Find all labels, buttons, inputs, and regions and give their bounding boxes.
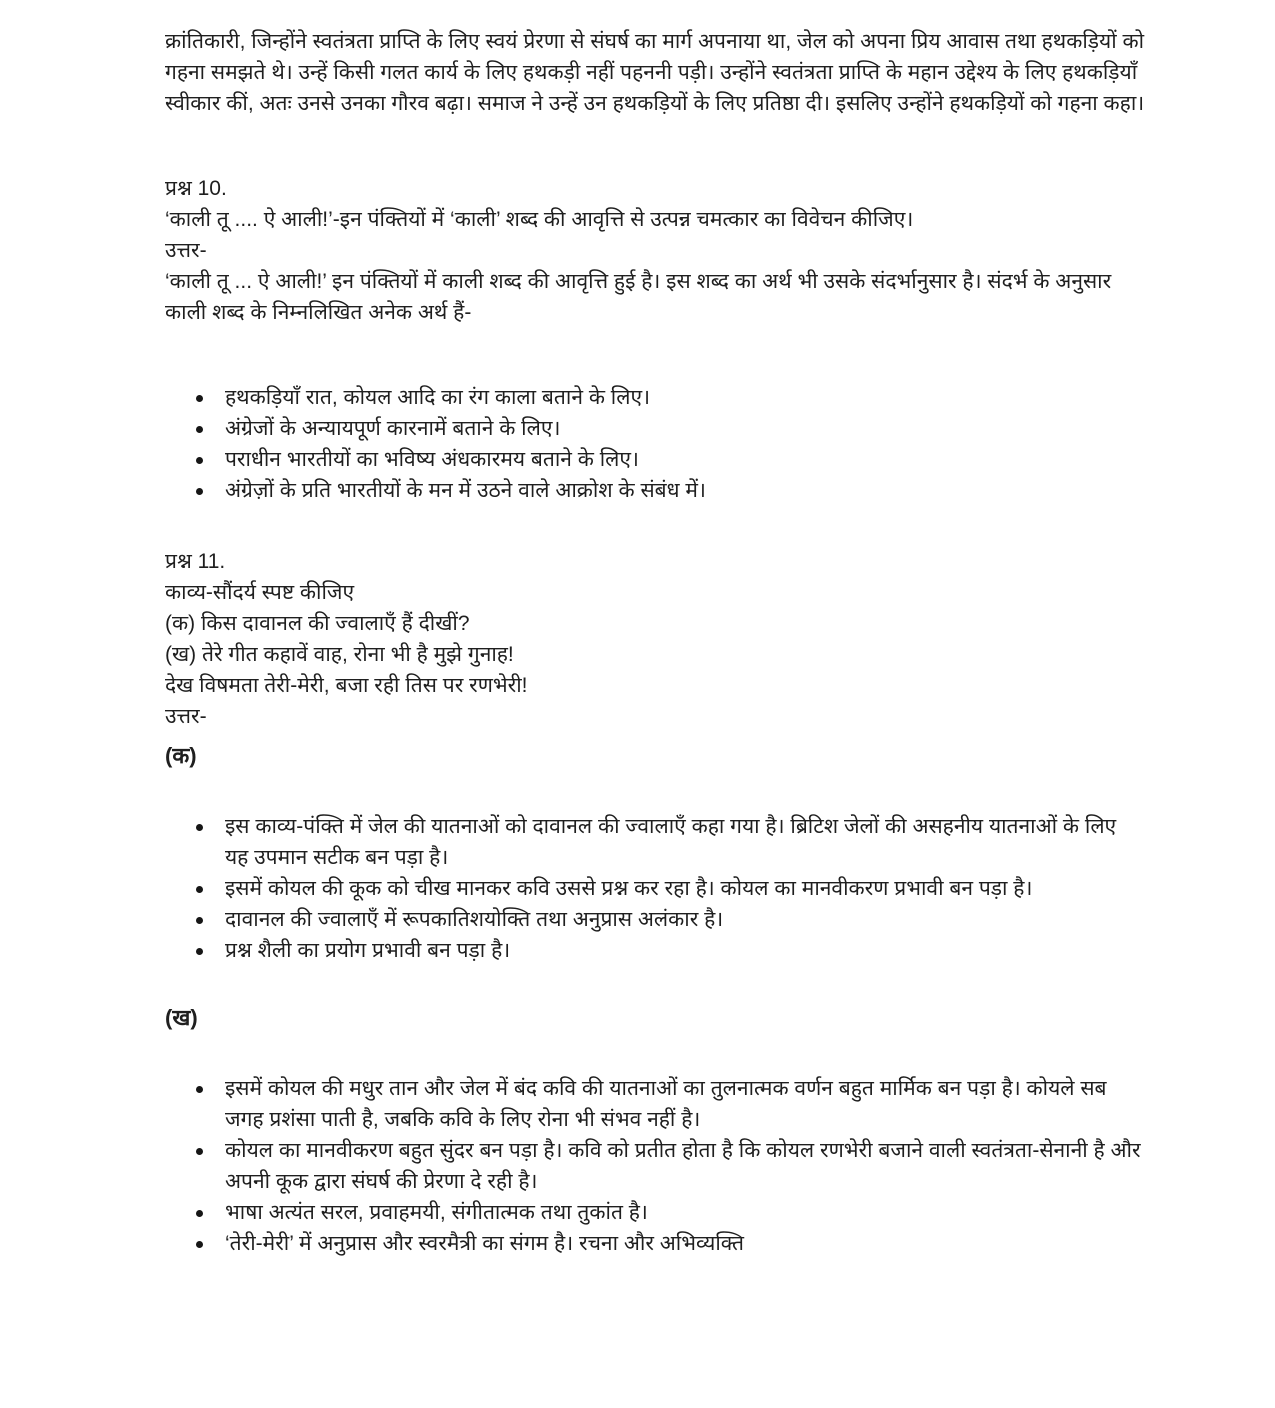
intro-paragraph: क्रांतिकारी, जिन्होंने स्वतंत्रता प्राप्ति के लिए स्वयं प्रेरणा से संघर्ष का मार्ग अपनाया था, जेल को अपना प्रिय आवास तथा हथकड़ियों को गहना समझते थे। उन्हें किसी गलत कार्य के लिए हथकड़ी नहीं पहननी पड़ी। उन्होंने स्वतंत्रता प्राप्ति के महान उद्देश्य के लिए हथकड़ियाँ स्वीकार कीं, अतः उनसे उनका गौरव बढ़ा। समाज ने उन्हें उन हथकड़ियों के लिए प्रतिष्ठा दी। इसलिए उन्होंने हथकड़ियों को गहना कहा। [165,30,1145,115]
list-item [165,1197,1145,1228]
question-10-answer-paragraph: ‘काली तू ... ऐ आली!’ इन पंक्तियों में काली शब्द की आवृत्ति हुई है। इस शब्द का अर्थ भी उसके संदर्भानुसार है। संदर्भ के अनुसार काली शब्द के निम्नलिखित अनेक अर्थ हैं- [165,270,1112,324]
list-item-text: इसमें कोयल की कूक को चीख मानकर कवि उससे प्रश्न कर रहा है। कोयल का मानवीकरण प्रभावी बन पड़ा है। [225,877,1033,900]
list-item [165,811,1145,873]
section-spacer [165,506,1145,546]
label-spacer [165,732,1145,740]
list-spacer [165,771,1145,811]
part-a-bullet-list [165,811,1145,966]
list-item [165,444,1145,475]
question-11-answer-label: उत्तर- [165,705,207,728]
list-item-text: ‘तेरी-मेरी’ में अनुप्रास और स्वरमैत्री का संगम है। रचना और अभिव्यक्ति [225,1232,745,1255]
bullet-icon [196,488,203,495]
question-11-text-line: काव्य-सौंदर्य स्पष्ट कीजिए [165,581,355,604]
list-item-text: कोयल का मानवीकरण बहुत सुंदर बन पड़ा है। कवि को प्रतीत होता है कि कोयल रणभेरी बजाने वाली स्वतंत्रता-सेनानी है और अपनी कूक द्वारा संघर्ष की प्रेरणा दे रही है। [225,1139,1141,1193]
part-b-bullet-list [165,1073,1145,1259]
list-item-text: पराधीन भारतीयों का भविष्य अंधकारमय बताने के लिए। [225,448,639,471]
list-item [165,475,1145,506]
question-10-section [165,173,1145,506]
list-item-text: अंग्रेज़ों के प्रति भारतीयों के मन में उठने वाले आक्रोश के संबंध में। [225,479,706,502]
list-item-text: दावानल की ज्वालाएँ में रूपकातिशयोक्ति तथा अनुप्रास अलंकार है। [225,908,724,931]
part-a-label: (क) [165,743,197,768]
list-item-text: इसमें कोयल की मधुर तान और जेल में बंद कवि की यातनाओं का तुलनात्मक वर्णन बहुत मार्मिक बन पड़ा है। कोयले सब जगह प्रशंसा पाती है, जबकि कवि के लिए रोना भी संभव नहीं है। [225,1077,1107,1131]
bullet-icon [196,1210,203,1217]
section-spacer [165,966,1145,1002]
question-10-answer-label: उत्तर- [165,239,207,262]
list-item [165,382,1145,413]
question-11-text-line: (क) किस दावानल की ज्वालाएँ हैं दीखीं? [165,612,470,635]
bullet-icon [196,1241,203,1248]
question-10-text: ‘काली तू .... ऐ आली!’-इन पंक्तियों में ‘काली’ शब्द की आवृत्ति से उत्पन्न चमत्कार का विवेचन कीजिए। [165,208,914,231]
question-10-number: प्रश्न 10. [165,177,227,200]
question-11-number: प्रश्न 11. [165,550,226,573]
list-item [165,1073,1145,1135]
question-11-section [165,546,1145,1259]
bullet-icon [196,426,203,433]
question-11-text-line: देख विषमता तेरी-मेरी, बजा रही तिस पर रणभेरी! [165,674,528,697]
list-spacer [165,1033,1145,1073]
bullet-icon [196,824,203,831]
bullet-icon [196,1086,203,1093]
list-item [165,413,1145,444]
part-b-label: (ख) [165,1005,198,1030]
list-item-text: अंग्रेजों के अन्यायपूर्ण कारनामें बताने के लिए। [225,417,561,440]
list-item-text: भाषा अत्यंत सरल, प्रवाहमयी, संगीतात्मक तथा तुकांत है। [225,1201,648,1224]
list-item [165,1228,1145,1259]
list-item-text: हथकड़ियाँ रात, कोयल आदि का रंग काला बताने के लिए। [225,386,651,409]
question-10-bullet-list [165,382,1145,506]
bullet-icon [196,917,203,924]
list-spacer [165,328,1145,382]
list-item [165,873,1145,904]
question-11-text-line: (ख) तेरे गीत कहावें वाह, रोना भी है मुझे गुनाह! [165,643,514,666]
bullet-icon [196,948,203,955]
list-item-text: इस काव्य-पंक्ति में जेल की यातनाओं को दावानल की ज्वालाएँ कहा गया है। ब्रिटिश जेलों की असहनीय यातनाओं के लिए यह उपमान सटीक बन पड़ा है। [225,815,1117,869]
bullet-icon [196,395,203,402]
list-item-text: प्रश्न शैली का प्रयोग प्रभावी बन पड़ा है। [225,939,511,962]
list-item [165,1135,1145,1197]
bullet-icon [196,1148,203,1155]
bullet-icon [196,886,203,893]
document-content [165,26,1145,1259]
section-spacer [165,119,1145,173]
list-item [165,935,1145,966]
list-item [165,904,1145,935]
bullet-icon [196,457,203,464]
